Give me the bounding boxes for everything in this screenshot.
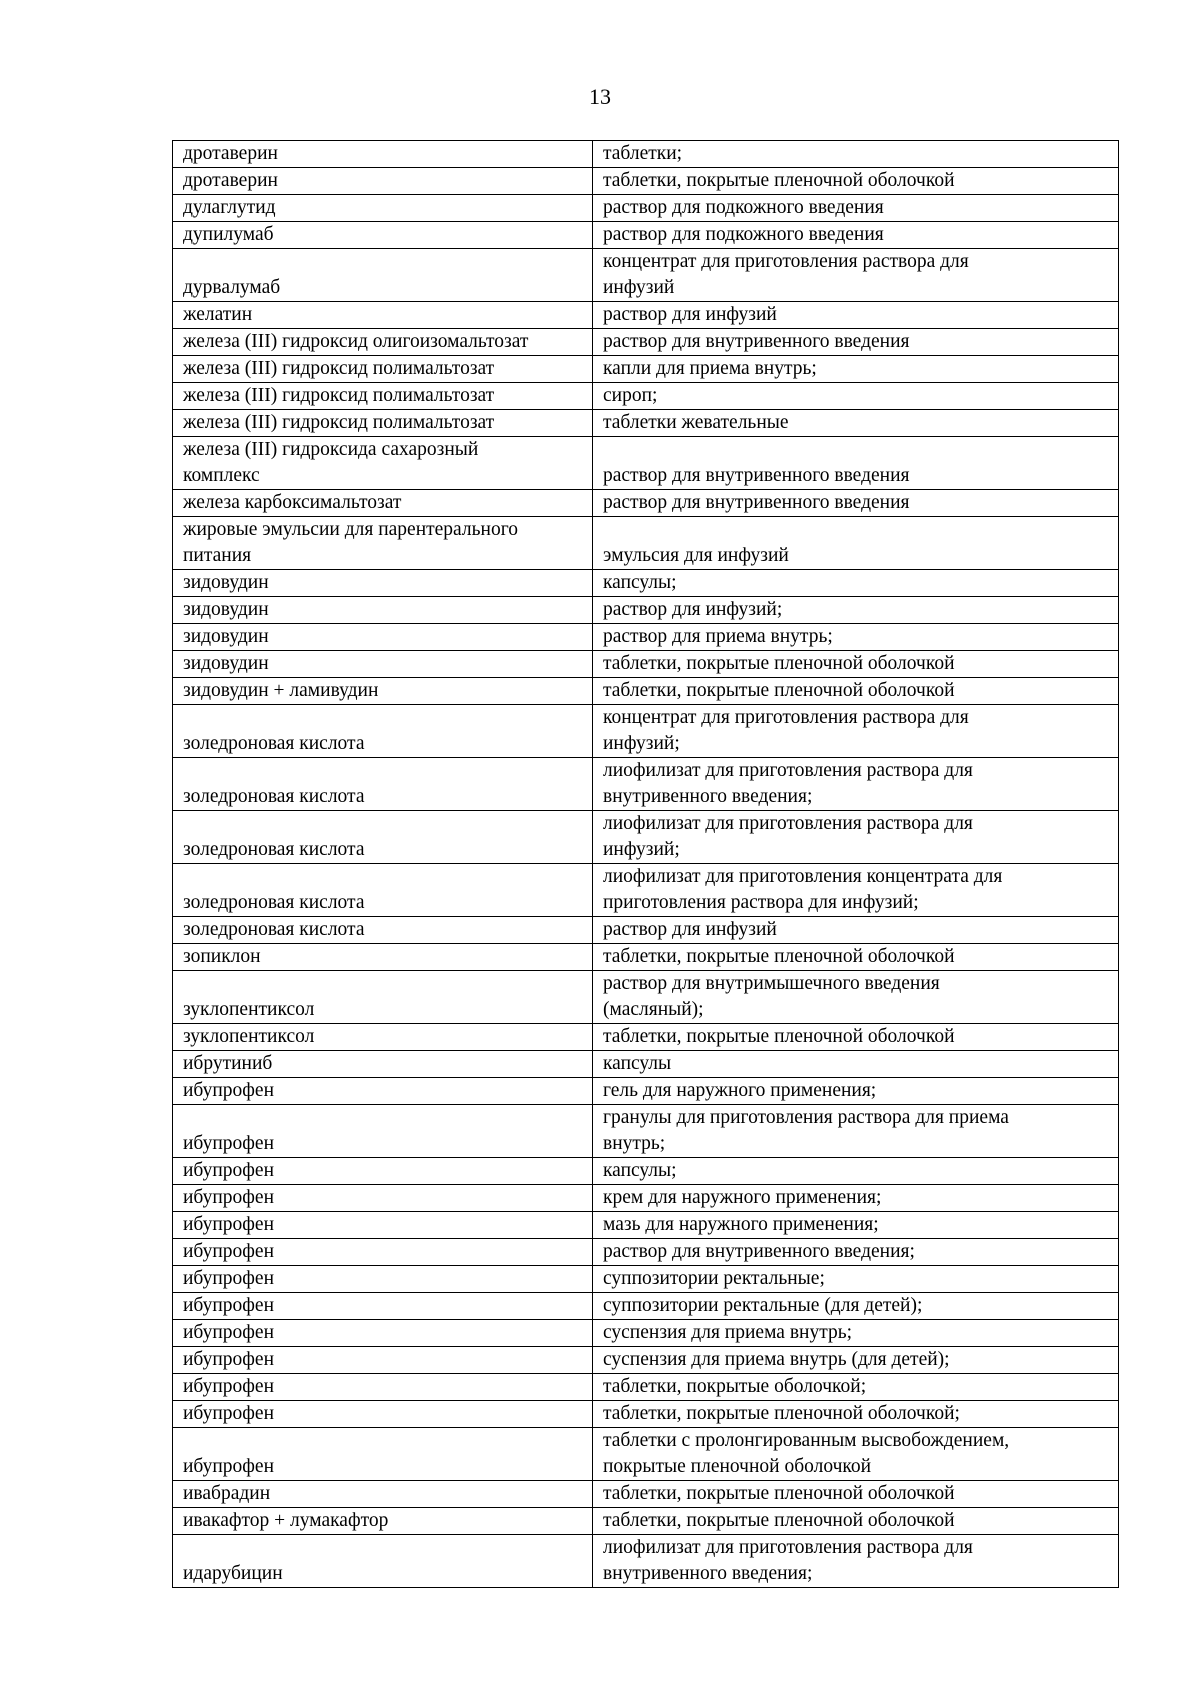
table-row	[173, 356, 1119, 383]
drug-name-cell: железа (III) гидроксид полимальтозат	[173, 383, 593, 410]
drug-name-cell: золедроновая кислота	[173, 811, 593, 864]
dosage-form-cell: лиофилизат для приготовления раствора для внутривенного введения;	[593, 1535, 1119, 1588]
drug-name-cell: жировые эмульсии для парентерального питания	[173, 517, 593, 570]
dosage-form-cell: суспензия для приема внутрь (для детей);	[593, 1347, 1119, 1374]
dosage-form-cell: таблетки жевательные	[593, 410, 1119, 437]
dosage-form-cell: раствор для подкожного введения	[593, 222, 1119, 249]
dosage-form-cell: таблетки, покрытые пленочной оболочкой	[593, 168, 1119, 195]
dosage-form-cell: раствор для внутримышечного введения (масляный);	[593, 971, 1119, 1024]
dosage-form-cell: раствор для подкожного введения	[593, 195, 1119, 222]
dosage-form-cell: таблетки, покрытые пленочной оболочкой	[593, 944, 1119, 971]
drug-name-cell: ибупрофен	[173, 1158, 593, 1185]
table-row	[173, 570, 1119, 597]
drug-name-cell: железа карбоксимальтозат	[173, 490, 593, 517]
table-row	[173, 1105, 1119, 1158]
drug-name-cell: золедроновая кислота	[173, 917, 593, 944]
drug-name-cell: зидовудин	[173, 624, 593, 651]
table-row	[173, 597, 1119, 624]
table-row	[173, 624, 1119, 651]
table-row	[173, 490, 1119, 517]
table-row	[173, 517, 1119, 570]
drug-name-cell: ибупрофен	[173, 1401, 593, 1428]
dosage-form-cell: раствор для инфузий	[593, 917, 1119, 944]
drug-name-cell: ибупрофен	[173, 1212, 593, 1239]
dosage-form-cell: таблетки, покрытые пленочной оболочкой;	[593, 1401, 1119, 1428]
table-row	[173, 1320, 1119, 1347]
dosage-form-cell: капсулы;	[593, 570, 1119, 597]
drug-name-cell: железа (III) гидроксид полимальтозат	[173, 356, 593, 383]
dosage-form-cell: лиофилизат для приготовления раствора для внутривенного введения;	[593, 758, 1119, 811]
dosage-form-cell: таблетки, покрытые оболочкой;	[593, 1374, 1119, 1401]
table-row	[173, 249, 1119, 302]
table-row	[173, 222, 1119, 249]
dosage-form-cell: сироп;	[593, 383, 1119, 410]
table-row	[173, 1508, 1119, 1535]
drug-name-cell: ибупрофен	[173, 1078, 593, 1105]
drug-name-cell: ибупрофен	[173, 1266, 593, 1293]
table-row	[173, 1266, 1119, 1293]
table-row	[173, 1078, 1119, 1105]
table-row	[173, 864, 1119, 917]
table-row	[173, 1481, 1119, 1508]
table-row	[173, 1428, 1119, 1481]
dosage-form-cell: таблетки, покрытые пленочной оболочкой	[593, 678, 1119, 705]
table-row	[173, 195, 1119, 222]
table-row	[173, 1239, 1119, 1266]
table-row	[173, 1347, 1119, 1374]
drug-table	[172, 140, 1119, 1588]
drug-name-cell: зидовудин	[173, 651, 593, 678]
drug-name-cell: ибупрофен	[173, 1320, 593, 1347]
dosage-form-cell: таблетки, покрытые пленочной оболочкой	[593, 651, 1119, 678]
drug-name-cell: дулаглутид	[173, 195, 593, 222]
table-row	[173, 1212, 1119, 1239]
table-row	[173, 1051, 1119, 1078]
drug-name-cell: дротаверин	[173, 168, 593, 195]
dosage-form-cell: раствор для инфузий	[593, 302, 1119, 329]
table-row	[173, 302, 1119, 329]
dosage-form-cell: капсулы;	[593, 1158, 1119, 1185]
dosage-form-cell: суппозитории ректальные (для детей);	[593, 1293, 1119, 1320]
dosage-form-cell: капли для приема внутрь;	[593, 356, 1119, 383]
table-row	[173, 651, 1119, 678]
dosage-form-cell: капсулы	[593, 1051, 1119, 1078]
drug-name-cell: золедроновая кислота	[173, 758, 593, 811]
page-number: 13	[589, 84, 611, 109]
drug-name-cell: зидовудин	[173, 597, 593, 624]
drug-name-cell: ибупрофен	[173, 1105, 593, 1158]
table-row	[173, 383, 1119, 410]
table-row	[173, 168, 1119, 195]
drug-name-cell: ибупрофен	[173, 1374, 593, 1401]
drug-name-cell: идарубицин	[173, 1535, 593, 1588]
drug-name-cell: ибупрофен	[173, 1239, 593, 1266]
table-row	[173, 971, 1119, 1024]
table-row	[173, 678, 1119, 705]
drug-name-cell: железа (III) гидроксид олигоизомальтозат	[173, 329, 593, 356]
drug-name-cell: зидовудин + ламивудин	[173, 678, 593, 705]
drug-name-cell: железа (III) гидроксида сахарозный комплекс	[173, 437, 593, 490]
drug-name-cell: ибупрофен	[173, 1347, 593, 1374]
drug-name-cell: золедроновая кислота	[173, 705, 593, 758]
dosage-form-cell: раствор для внутривенного введения	[593, 490, 1119, 517]
table-row	[173, 917, 1119, 944]
drug-name-cell: дурвалумаб	[173, 249, 593, 302]
table-row	[173, 1185, 1119, 1212]
dosage-form-cell: лиофилизат для приготовления раствора для инфузий;	[593, 811, 1119, 864]
dosage-form-cell: лиофилизат для приготовления концентрата для приготовления раствора для инфузий;	[593, 864, 1119, 917]
drug-name-cell: зопиклон	[173, 944, 593, 971]
dosage-form-cell: гранулы для приготовления раствора для приема внутрь;	[593, 1105, 1119, 1158]
dosage-form-cell: суппозитории ректальные;	[593, 1266, 1119, 1293]
dosage-form-cell: суспензия для приема внутрь;	[593, 1320, 1119, 1347]
dosage-form-cell: таблетки с пролонгированным высвобождением, покрытые пленочной оболочкой	[593, 1428, 1119, 1481]
drug-name-cell: ивабрадин	[173, 1481, 593, 1508]
drug-name-cell: ибупрофен	[173, 1185, 593, 1212]
dosage-form-cell: раствор для внутривенного введения;	[593, 1239, 1119, 1266]
dosage-form-cell: раствор для внутривенного введения	[593, 329, 1119, 356]
dosage-form-cell: крем для наружного применения;	[593, 1185, 1119, 1212]
dosage-form-cell: мазь для наружного применения;	[593, 1212, 1119, 1239]
table-row	[173, 1374, 1119, 1401]
table-row	[173, 437, 1119, 490]
table-row	[173, 1158, 1119, 1185]
table-row	[173, 141, 1119, 168]
dosage-form-cell: раствор для внутривенного введения	[593, 437, 1119, 490]
drug-name-cell: ибрутиниб	[173, 1051, 593, 1078]
drug-name-cell: зуклопентиксол	[173, 971, 593, 1024]
dosage-form-cell: концентрат для приготовления раствора для инфузий	[593, 249, 1119, 302]
drug-name-cell: желатин	[173, 302, 593, 329]
drug-name-cell: ибупрофен	[173, 1293, 593, 1320]
dosage-form-cell: таблетки, покрытые пленочной оболочкой	[593, 1024, 1119, 1051]
dosage-form-cell: гель для наружного применения;	[593, 1078, 1119, 1105]
table-row	[173, 944, 1119, 971]
drug-name-cell: золедроновая кислота	[173, 864, 593, 917]
table-row	[173, 705, 1119, 758]
drug-name-cell: ибупрофен	[173, 1428, 593, 1481]
dosage-form-cell: таблетки;	[593, 141, 1119, 168]
dosage-form-cell: эмульсия для инфузий	[593, 517, 1119, 570]
drug-name-cell: дупилумаб	[173, 222, 593, 249]
table-row	[173, 329, 1119, 356]
table-row	[173, 1535, 1119, 1588]
dosage-form-cell: концентрат для приготовления раствора для инфузий;	[593, 705, 1119, 758]
dosage-form-cell: раствор для инфузий;	[593, 597, 1119, 624]
drug-name-cell: ивакафтор + лумакафтор	[173, 1508, 593, 1535]
dosage-form-cell: таблетки, покрытые пленочной оболочкой	[593, 1481, 1119, 1508]
drug-name-cell: железа (III) гидроксид полимальтозат	[173, 410, 593, 437]
table-row	[173, 1401, 1119, 1428]
dosage-form-cell: раствор для приема внутрь;	[593, 624, 1119, 651]
table-row	[173, 758, 1119, 811]
table-body	[173, 141, 1119, 1588]
drug-name-cell: зидовудин	[173, 570, 593, 597]
table-row	[173, 410, 1119, 437]
drug-name-cell: зуклопентиксол	[173, 1024, 593, 1051]
dosage-form-cell: таблетки, покрытые пленочной оболочкой	[593, 1508, 1119, 1535]
table-row	[173, 1293, 1119, 1320]
drug-name-cell: дротаверин	[173, 141, 593, 168]
table-row	[173, 811, 1119, 864]
table-row	[173, 1024, 1119, 1051]
